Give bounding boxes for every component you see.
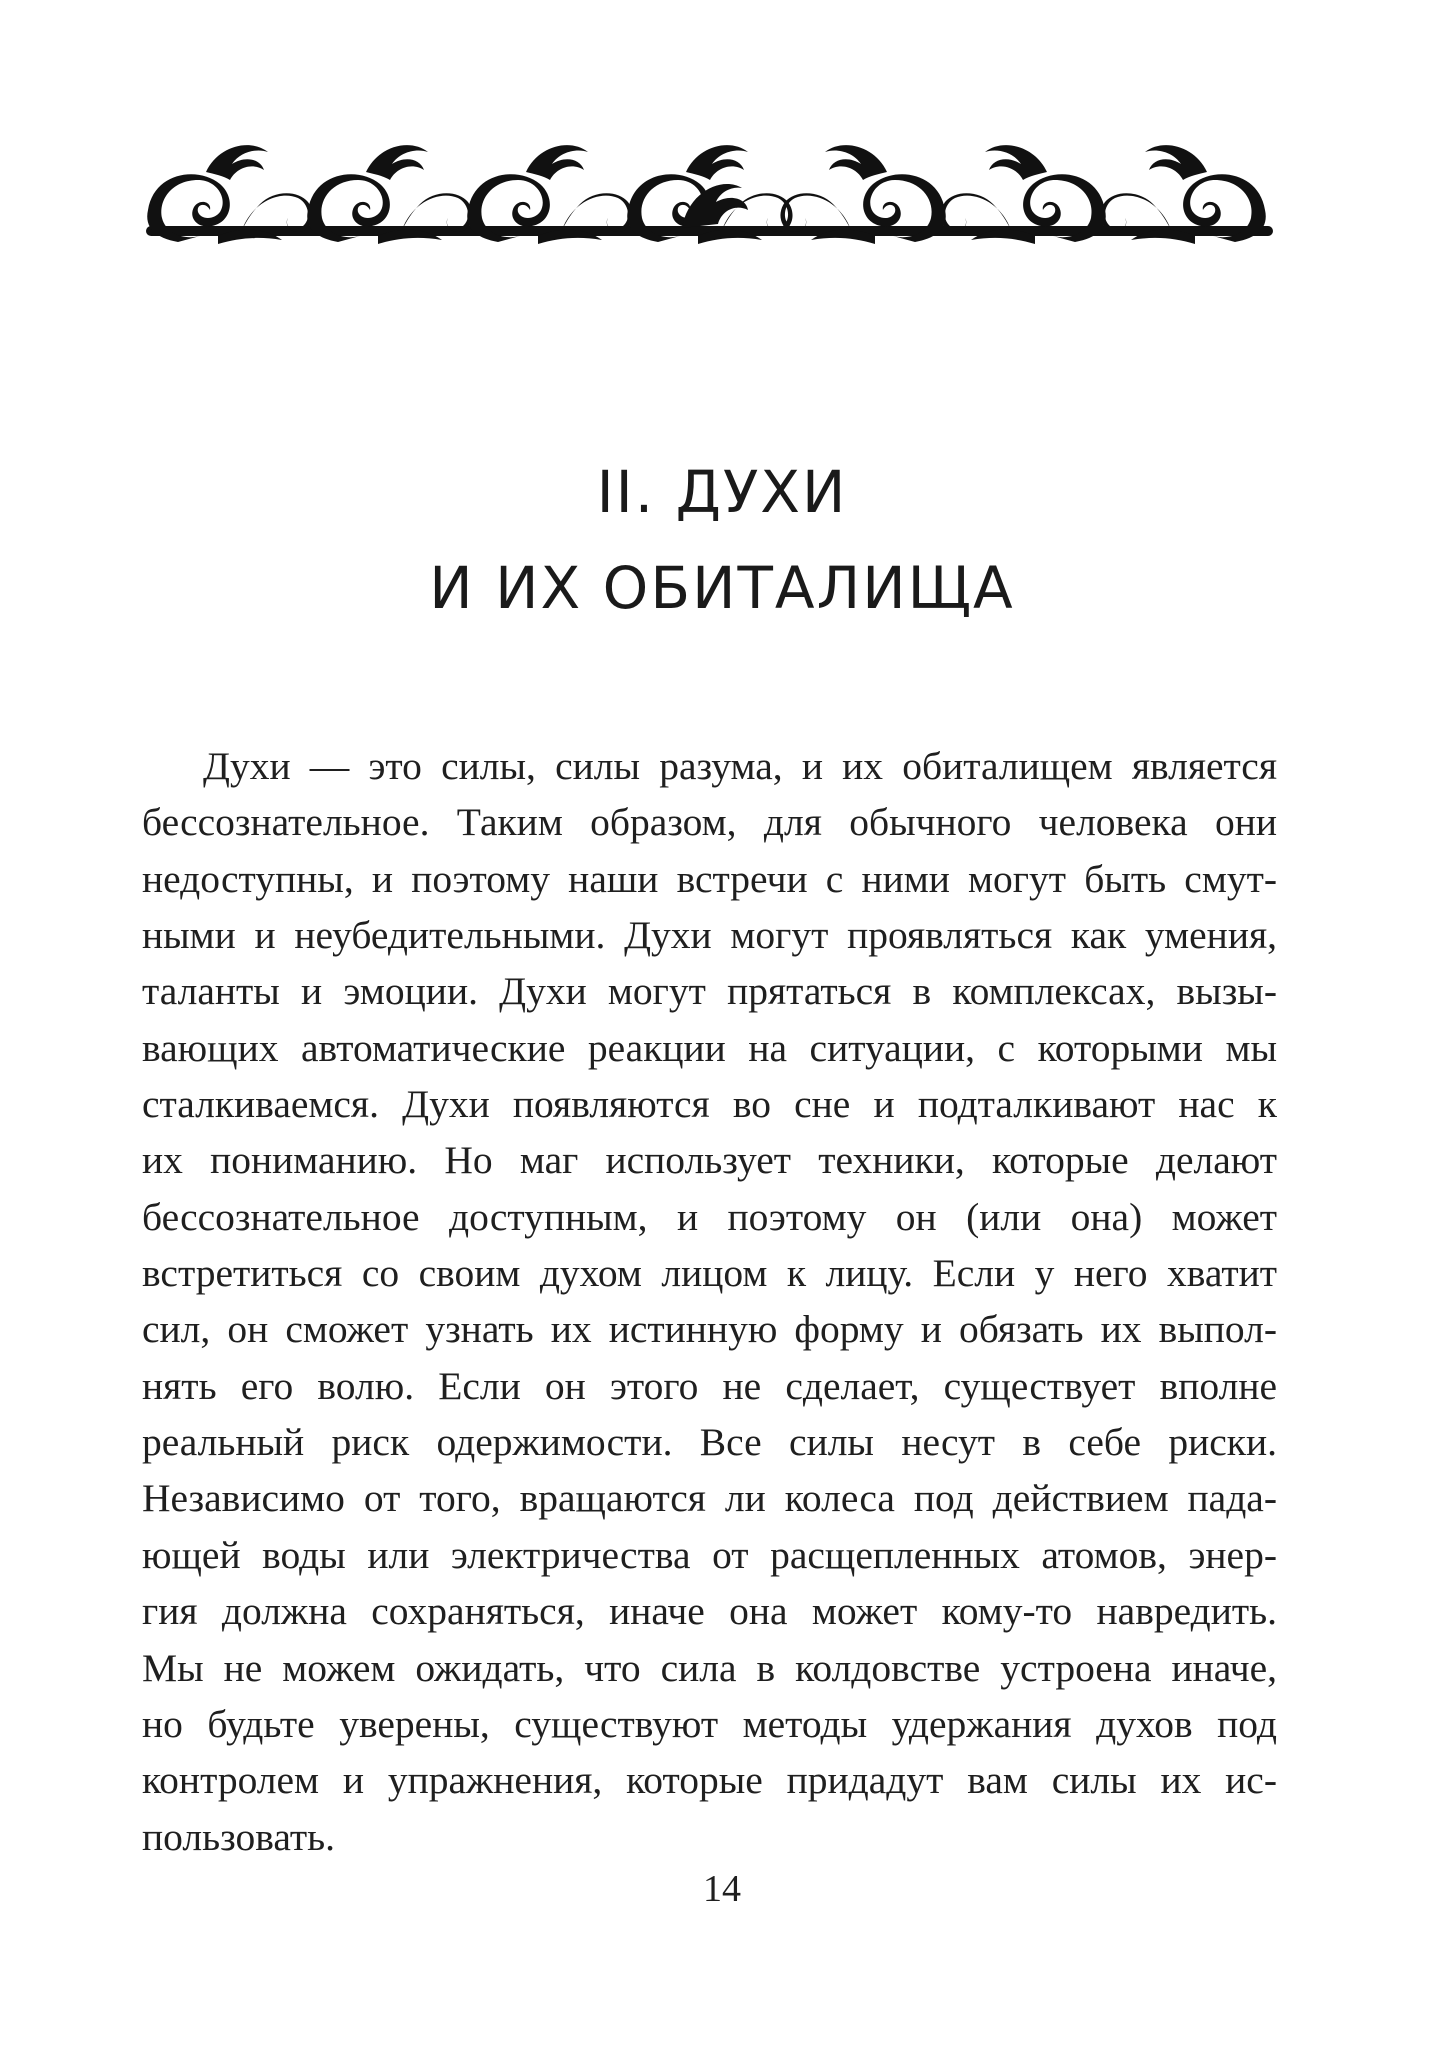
text-line: недоступны, и поэтому наши встречи с ними могут быть смут- (142, 856, 1277, 901)
chapter-title-line-2: И ИХ ОБИТАЛИЩА (429, 553, 1015, 622)
text-line: Независимо от того, вращаются ли колеса под действием пада- (142, 1476, 1277, 1521)
text-line: сталкиваемся. Духи появляются во сне и подталкивают нас к (142, 1082, 1277, 1127)
text-line: ными и неубедительными. Духи могут проявляться как умения, (142, 913, 1277, 958)
text-line: таланты и эмоции. Духи могут прятаться в комплексах, вызы- (142, 969, 1277, 1014)
text-line: нять его волю. Если он этого не сделает, существует вполне (142, 1363, 1277, 1408)
text-line: бессознательное. Таким образом, для обычного человека они (142, 800, 1277, 845)
text-line: бессознательное доступным, и поэтому он (или она) может (142, 1194, 1277, 1239)
text-line: Мы не можем ожидать, что сила в колдовстве устроена иначе, (142, 1645, 1277, 1690)
text-line: их пониманию. Но маг использует техники, которые делают (142, 1138, 1277, 1183)
text-line: Духи — это силы, силы разума, и их обиталищем является (203, 744, 1277, 788)
text-line: вающих автоматические реакции на ситуации, с которыми мы (142, 1025, 1277, 1070)
ornament-row (146, 145, 1273, 244)
scroll-ornament-band (142, 132, 1277, 252)
text-line: контролем и упражнения, которые придадут вам силы их ис- (142, 1758, 1277, 1803)
text-line: гия должна сохраняться, иначе она может кому-то навредить. (142, 1589, 1277, 1634)
text-line: пользовать. (142, 1814, 336, 1859)
text-line: сил, он сможет узнать их истинную форму и обязать их выпол- (142, 1307, 1277, 1352)
text-line: встретиться со своим духом лицом к лицу. Если у него хватит (142, 1251, 1277, 1296)
text-line: реальный риск одержимости. Все силы несут в себе риски. (142, 1420, 1277, 1465)
chapter-title-line-1: II. ДУХИ (596, 457, 848, 526)
text-line: но будьте уверены, существуют методы удержания духов под (142, 1701, 1277, 1746)
chapter-title (0, 444, 1444, 636)
body-paragraph (142, 738, 1277, 1868)
text-line: ющей воды или электричества от расщепленных атомов, энер- (142, 1532, 1277, 1577)
page-number: 14 (703, 1868, 741, 1910)
